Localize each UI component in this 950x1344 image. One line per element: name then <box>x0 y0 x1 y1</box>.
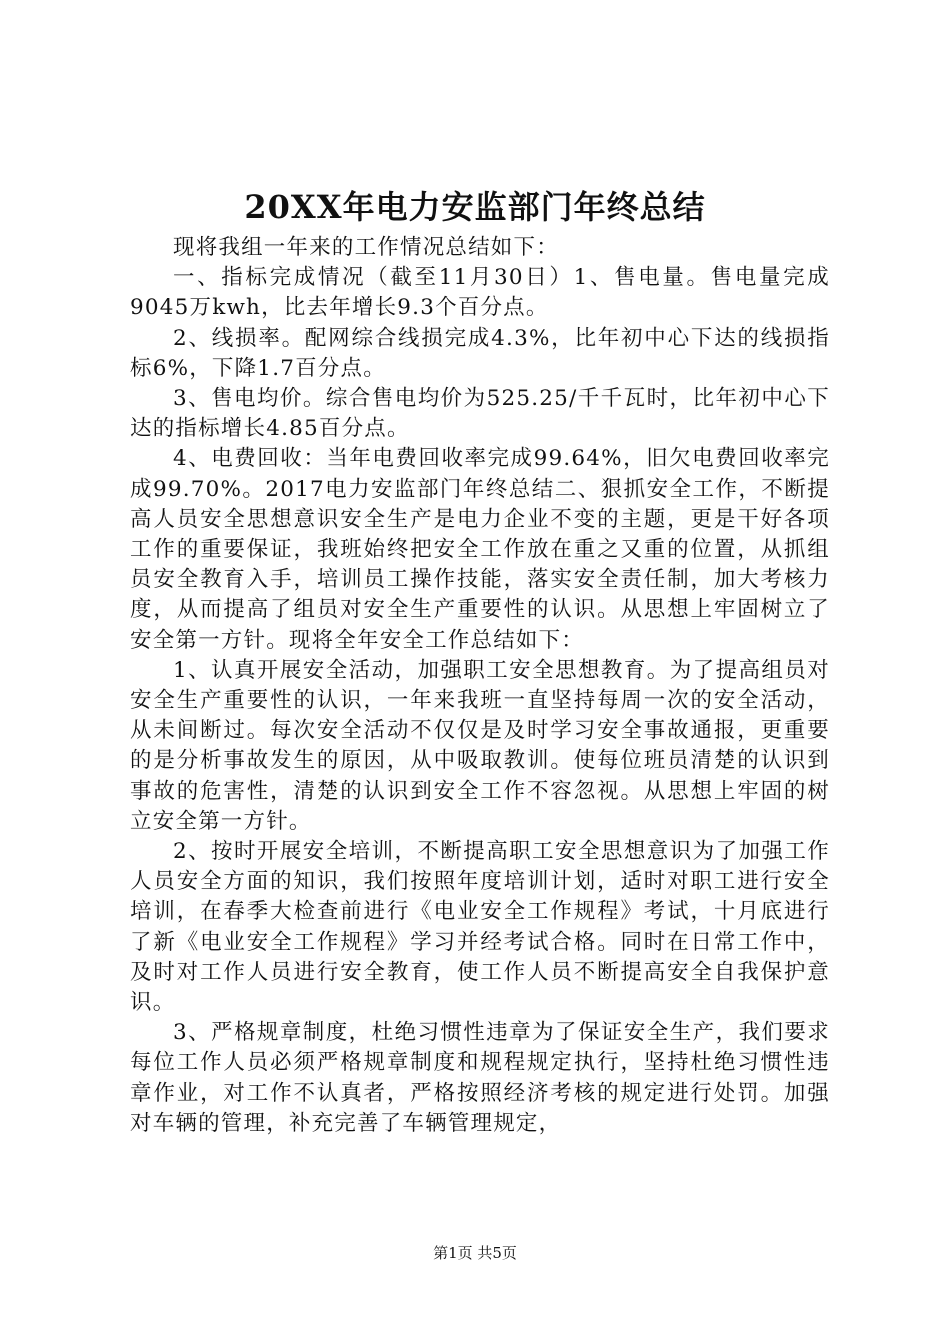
paragraph: 一、指标完成情况（截至11月30日）1、售电量。售电量完成9045万kwh，比去年增长9.3个百分点。 <box>130 265 830 321</box>
paragraph: 2、线损率。配网综合线损完成4.3%，比年初中心下达的线损指标6%，下降1.7百分点。 <box>130 325 830 381</box>
paragraph: 1、认真开展安全活动，加强职工安全思想教育。为了提高组员对安全生产重要性的认识，一年来我班一直坚持每周一次的安全活动，从未间断过。每次安全活动不仅仅是及时学习安全事故通报，更重要的是分析事故发生的原因，从中吸取教训。使每位班员清楚的认识到事故的危害性，清楚的认识到安全工作不容忽视。从思想上牢固的树立安全第一方针。 <box>130 657 830 834</box>
document-title: 20XX年电力安监部门年终总结 <box>244 188 706 226</box>
paragraph: 2、按时开展安全培训，不断提高职工安全思想意识为了加强工作人员安全方面的知识，我们按照年度培训计划，适时对职工进行安全培训，在春季大检查前进行《电业安全工作规程》考试，十月底进行了新《电业安全工作规程》学习并经考试合格。同时在日常工作中，及时对工作人员进行安全教育，使工作人员不断提高安全自我保护意识。 <box>130 839 830 1016</box>
document-body <box>130 233 830 1139</box>
paragraph: 3、严格规章制度，杜绝习惯性违章为了保证安全生产，我们要求每位工作人员必须严格规章制度和规程规定执行，坚持杜绝习惯性违章作业，对工作不认真者，严格按照经济考核的规定进行处罚。加强对车辆的管理，补充完善了车辆管理规定， <box>130 1020 830 1136</box>
paragraph: 3、售电均价。综合售电均价为525.25/千千瓦时，比年初中心下达的指标增长4.85百分点。 <box>130 386 830 442</box>
paragraph: 4、电费回收：当年电费回收率完成99.64%，旧欠电费回收率完成99.70%。2017电力安监部门年终总结二、狠抓安全工作，不断提高人员安全思想意识安全生产是电力企业不变的主题，更是干好各项工作的重要保证，我班始终把安全工作放在重之又重的位置，从抓组员安全教育入手，培训员工操作技能，落实安全责任制，加大考核力度，从而提高了组员对安全生产重要性的认识。从思想上牢固树立了安全第一方针。现将全年安全工作总结如下： <box>130 446 830 653</box>
page-number-footer: 第1页 共5页 <box>433 1244 517 1262</box>
paragraph: 现将我组一年来的工作情况总结如下： <box>173 235 559 260</box>
